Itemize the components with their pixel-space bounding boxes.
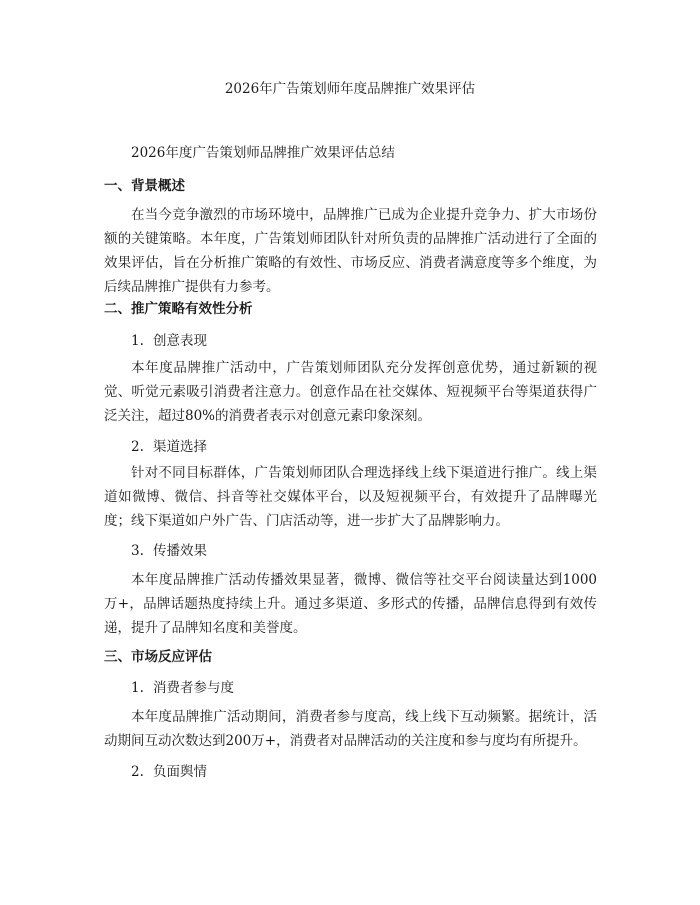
subheading-engagement xyxy=(131,678,234,698)
subheading-negative-sentiment xyxy=(131,762,207,782)
subheading-title: 渠道选择 xyxy=(153,439,207,455)
subheading-title: 创意表现 xyxy=(153,333,207,349)
creative-paragraph: 本年度品牌推广活动中，广告策划师团队充分发挥创意优势，通过新颖的视觉、听觉元素吸引消费者注意力。创意作品在社交媒体、短视频平台等渠道获得广泛关注，超过80%的消费者表示对创意元素印象深刻。 xyxy=(104,360,597,424)
subheading-title: 传播效果 xyxy=(153,543,207,559)
document-subtitle: 2026年度广告策划师品牌推广效果评估总结 xyxy=(131,145,395,161)
subheading-number: 3. xyxy=(131,543,144,559)
subheading-number: 1. xyxy=(131,680,144,696)
document-title: 2026年广告策划师年度品牌推广效果评估 xyxy=(224,81,476,97)
channel-paragraph: 针对不同目标群体，广告策划师团队合理选择线上线下渠道进行推广。线上渠道如微博、微信、抖音等社交媒体平台，以及短视频平台，有效提升了品牌曝光度；线下渠道如户外广告、门店活动等，进一步扩大了品牌影响力。 xyxy=(104,465,597,529)
background-paragraph: 在当今竞争激烈的市场环境中，品牌推广已成为企业提升竞争力、扩大市场份额的关键策略。本年度，广告策划师团队针对所负责的品牌推广活动进行了全面的效果评估，旨在分析推广策略的有效性、市场反应、消费者满意度等多个维度，为后续品牌推广提供有力参考。 xyxy=(104,207,597,295)
subheading-title: 负面舆情 xyxy=(153,764,207,780)
subheading-spread xyxy=(131,541,207,561)
subheading-creative xyxy=(131,331,207,351)
engagement-paragraph: 本年度品牌推广活动期间，消费者参与度高，线上线下互动频繁。据统计，活动期间互动次数达到200万+，消费者对品牌活动的关注度和参与度均有所提升。 xyxy=(104,709,597,749)
subheading-number: 2. xyxy=(131,764,144,780)
subheading-number: 1. xyxy=(131,333,144,349)
section-heading-background: 一、背景概述 xyxy=(104,178,185,194)
section-heading-strategy: 二、推广策略有效性分析 xyxy=(104,301,253,317)
spread-paragraph: 本年度品牌推广活动传播效果显著，微博、微信等社交平台阅读量达到1000万+，品牌话题热度持续上升。通过多渠道、多形式的传播，品牌信息得到有效传递，提升了品牌知名度和美誉度。 xyxy=(104,572,597,636)
subheading-number: 2. xyxy=(131,439,144,455)
section-heading-market: 三、市场反应评估 xyxy=(104,649,212,665)
subheading-title: 消费者参与度 xyxy=(153,680,234,696)
subheading-channel xyxy=(131,437,207,457)
